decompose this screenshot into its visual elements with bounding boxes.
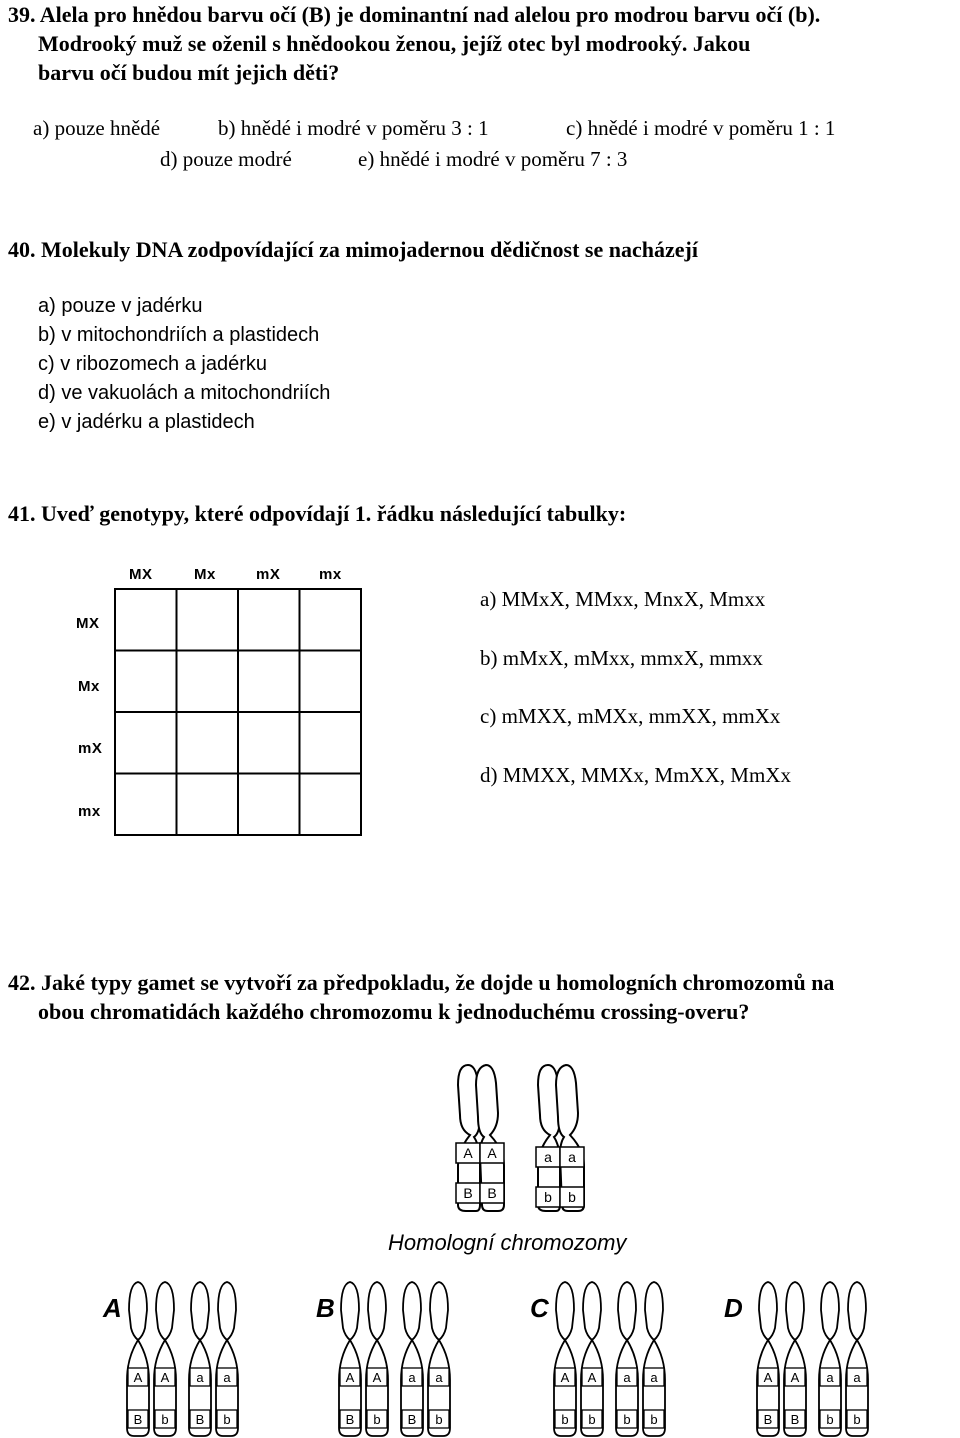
allele-label: a: [623, 1370, 631, 1385]
allele-label: b: [435, 1412, 443, 1427]
variant-label-a: A: [103, 1293, 122, 1323]
q41-option-b: b) mMxX, mMxx, mmxX, mmxx: [480, 646, 763, 670]
q40-option-c: c) v ribozomech a jadérku: [38, 353, 267, 375]
q39-option-b: b) hnědé i modré v poměru 3 : 1: [218, 116, 489, 140]
allele-label: A: [463, 1145, 473, 1161]
allele-label: a: [650, 1370, 658, 1385]
allele-label: B: [195, 1412, 205, 1427]
row-header-4: mx: [78, 803, 101, 820]
variant-label-c: C: [530, 1293, 549, 1323]
allele-label: B: [407, 1412, 417, 1427]
q40-option-d: d) ve vakuolách a mitochondriích: [38, 382, 331, 404]
variant-label-d: D: [724, 1293, 743, 1323]
variant-chromosomes-figure: [0, 1270, 960, 1438]
q40-option-b: b) v mitochondriích a plastidech: [38, 324, 320, 346]
col-header-1: MX: [129, 566, 153, 583]
q41-option-d: d) MMXX, MMXx, MmXX, MmXx: [480, 763, 791, 787]
allele-label: a: [196, 1370, 204, 1385]
q39-option-a: a) pouze hnědé: [33, 116, 161, 140]
q42-line-1: 42. Jaké typy gamet se vytvoří za předpokladu, že dojde u homologních chromozomů na: [8, 970, 835, 995]
q39-option-c: c) hnědé i modré v poměru 1 : 1: [566, 116, 836, 140]
allele-label: b: [826, 1412, 834, 1427]
q41-option-c: c) mMXX, mMXx, mmXX, mmXx: [480, 704, 781, 728]
punnett-grid: [114, 588, 364, 838]
allele-label: B: [487, 1185, 497, 1201]
homologous-chromosomes-figure: [430, 1055, 610, 1215]
q41-option-a: a) MMxX, MMxx, MnxX, Mmxx: [480, 587, 766, 611]
row-header-3: mX: [78, 740, 103, 757]
allele-label: b: [853, 1412, 861, 1427]
allele-label: b: [650, 1412, 658, 1427]
allele-label: B: [790, 1412, 800, 1427]
allele-label: a: [223, 1370, 231, 1385]
allele-label: A: [372, 1370, 382, 1385]
allele-label: B: [763, 1412, 773, 1427]
q39-line-2: Modrooký muž se oženil s hnědookou ženou, jejíž otec byl modrooký. Jakou: [38, 31, 751, 56]
col-header-4: mx: [319, 566, 342, 583]
allele-label: b: [588, 1412, 596, 1427]
punnett-square: [70, 560, 370, 830]
allele-label: A: [160, 1370, 170, 1385]
allele-label: a: [826, 1370, 834, 1385]
allele-label: b: [373, 1412, 381, 1427]
allele-label: B: [345, 1412, 355, 1427]
q39-option-d: d) pouze modré: [160, 147, 292, 171]
allele-label: A: [790, 1370, 800, 1385]
homologous-chromosomes-caption: Homologní chromozomy: [388, 1230, 627, 1255]
q39-line-3: barvu očí budou mít jejich děti?: [38, 60, 340, 85]
allele-label: a: [853, 1370, 861, 1385]
allele-label: B: [463, 1185, 473, 1201]
q40-option-e: e) v jadérku a plastidech: [38, 411, 255, 433]
allele-label: b: [161, 1412, 169, 1427]
allele-label: A: [560, 1370, 570, 1385]
q39-option-e: e) hnědé i modré v poměru 7 : 3: [358, 147, 628, 171]
allele-label: a: [544, 1149, 552, 1165]
allele-label: a: [435, 1370, 443, 1385]
allele-label: b: [561, 1412, 569, 1427]
allele-label: a: [408, 1370, 416, 1385]
allele-label: b: [623, 1412, 631, 1427]
allele-label: B: [133, 1412, 143, 1427]
q40-title: 40. Molekuly DNA zodpovídající za mimojadernou dědičnost se nacházejí: [8, 237, 698, 262]
allele-label: A: [487, 1145, 497, 1161]
q39-line-1: 39. Alela pro hnědou barvu očí (B) je dominantní nad alelou pro modrou barvu očí (b).: [8, 2, 821, 27]
row-header-2: Mx: [78, 678, 100, 695]
allele-label: A: [763, 1370, 773, 1385]
allele-label: b: [568, 1189, 576, 1205]
allele-label: b: [223, 1412, 231, 1427]
allele-label: a: [568, 1149, 576, 1165]
col-header-3: mX: [256, 566, 281, 583]
allele-label: A: [587, 1370, 597, 1385]
allele-label: A: [345, 1370, 355, 1385]
q40-option-a: a) pouze v jadérku: [38, 295, 203, 317]
col-header-2: Mx: [194, 566, 216, 583]
allele-label: b: [544, 1189, 552, 1205]
allele-label: A: [133, 1370, 143, 1385]
variant-label-b: B: [316, 1293, 335, 1323]
q42-line-2: obou chromatidách každého chromozomu k jednoduchému crossing-overu?: [38, 999, 750, 1024]
q41-title: 41. Uveď genotypy, které odpovídají 1. řádku následující tabulky:: [8, 501, 627, 526]
row-header-1: MX: [76, 615, 100, 632]
